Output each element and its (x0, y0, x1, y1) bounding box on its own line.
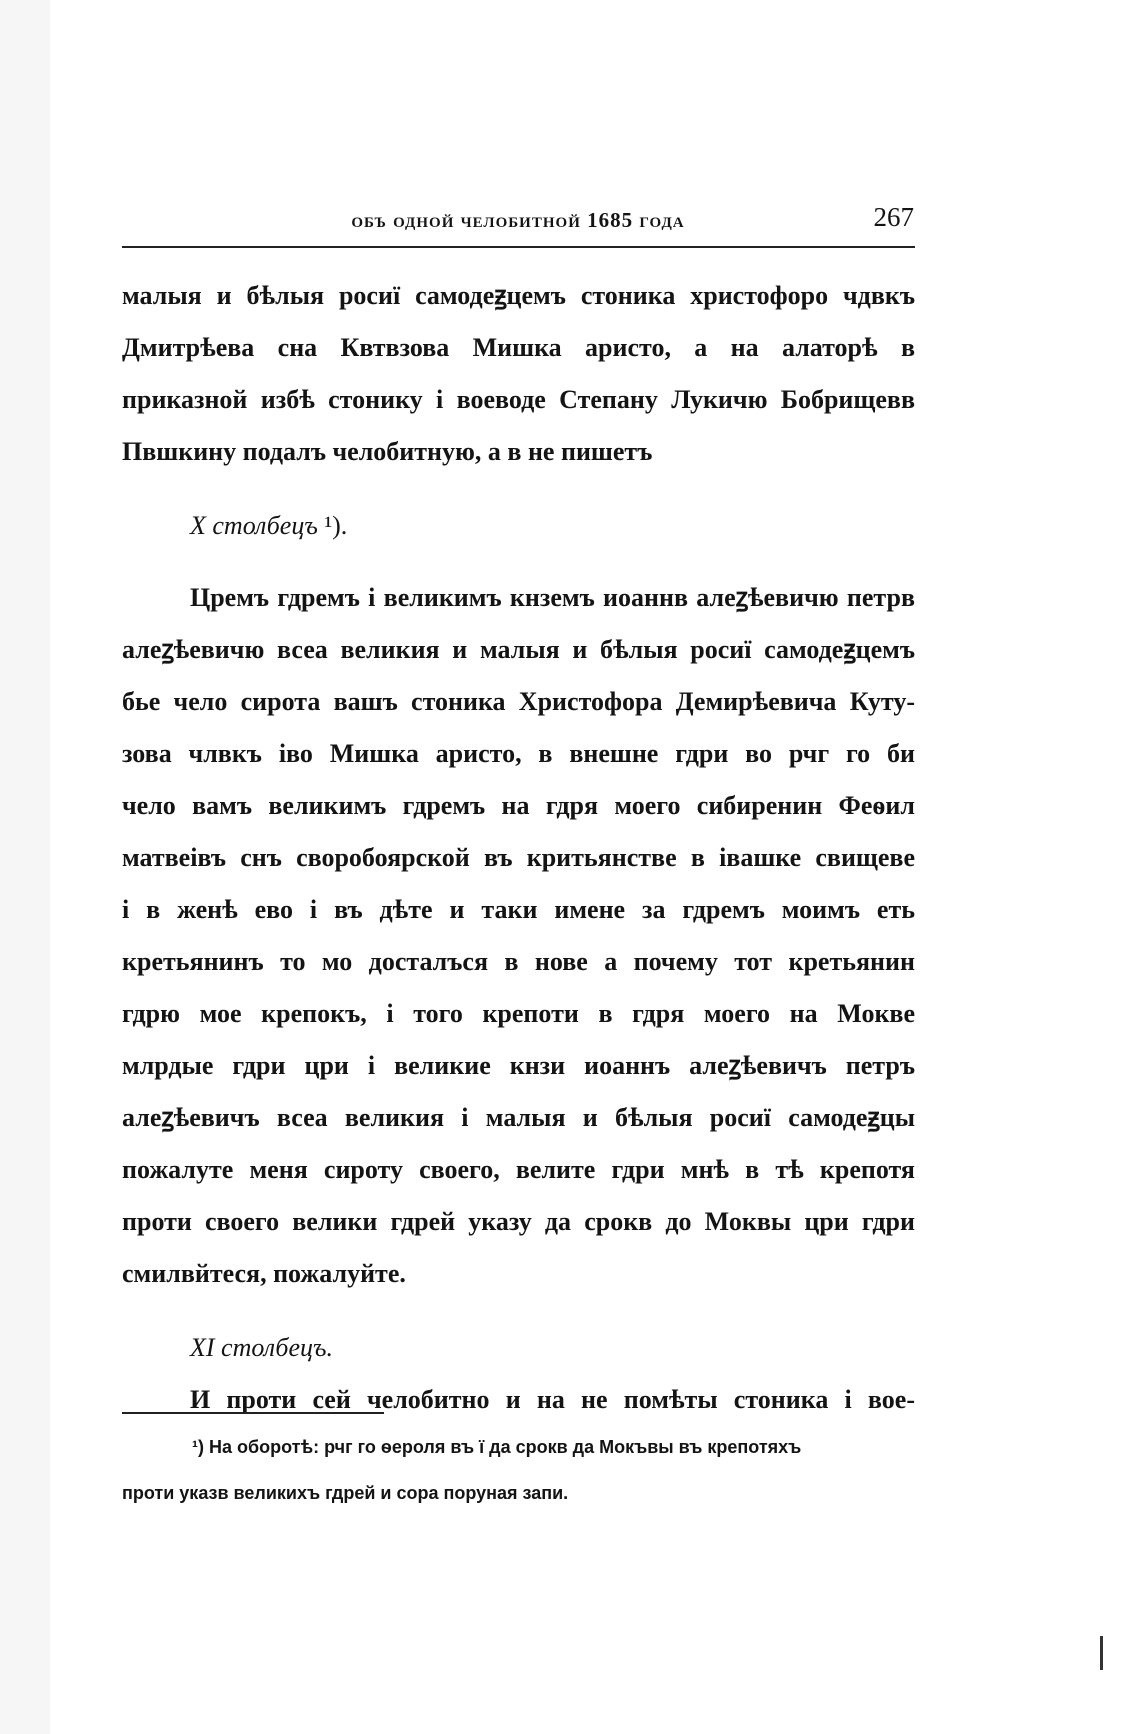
heading-word: столбецъ (212, 511, 318, 540)
text-line: Дмитрѣева сна Квтвзова Мишка аристо, а на алаторѣ в (122, 333, 915, 362)
heading-word: столбецъ. (221, 1333, 333, 1362)
header-rule (122, 246, 915, 248)
running-header (122, 202, 914, 242)
text-line: алеꙁѣевичю всеа великия и малыя и бѣлыя росиї самодеꙃцемъ (122, 635, 915, 664)
text-line: млрдые гдри цри і великие кнзи иоаннъ алеꙁѣевичъ петръ (122, 1051, 915, 1080)
text-line: Цремъ гдремъ і великимъ кнземъ иоаннв алеꙁѣевичю петрв (190, 583, 915, 612)
text-line: і в женѣ ево і въ дѣте и таки имене за гдремъ моимъ еть (122, 895, 915, 924)
heading-numeral: XI (190, 1333, 215, 1362)
footnote-line: проти указв великихъ гдрей и сора поруная запи. (122, 1483, 569, 1503)
text-line: зова члвкъ іво Мишка аристо, в внешне гдри во рчг го би (122, 739, 915, 768)
text-line: кретьянинъ то мо досталъся в нове а почему тот кретьянин (122, 947, 915, 976)
body-text (122, 270, 915, 1426)
text-line: Пвшкину подалъ челобитную, а в не пишетъ (122, 437, 653, 466)
text-line: проти своего велики гдрей указу да срокв до Моквы цри гдри (122, 1207, 915, 1236)
scan-margin-shade (0, 0, 50, 1734)
footnote-line: ¹) На оборотѣ: рчг го ѳероля въ ї да срокв да Мокъвы въ крепотяхъ (192, 1437, 802, 1457)
section-heading-x (122, 500, 915, 552)
text-line: матвеівъ снъ своробоярской въ критьянстве в івашке свищеве (122, 843, 915, 872)
text-line: бье чело сирота вашъ стоника Христофора Демирѣевича Куту- (122, 687, 915, 716)
text-line: И проти сей челобитно и на не помѣты стоника і вое- (190, 1385, 915, 1414)
running-title: объ одной челобитной 1685 года (351, 208, 685, 232)
scan-mark (1100, 1636, 1103, 1670)
text-line: алеꙁѣевичъ всеа великия і малыя и бѣлыя росиї самодеꙃцы (122, 1103, 915, 1132)
text-line: смилвйтеся, пожалуйте. (122, 1259, 406, 1288)
text-line: пожалуте меня сироту своего, велите гдри мнѣ в тѣ крепотя (122, 1155, 915, 1184)
section-heading-xi (122, 1322, 915, 1374)
text-line: малыя и бѣлыя росиї самодеꙃцемъ стоника христофоро чдвкъ (122, 281, 915, 310)
text-line: приказной избѣ стонику і воеводе Степану Лукичю Бобрищевв (122, 385, 915, 414)
footnote-rule (122, 1412, 384, 1414)
footnotes (122, 1424, 915, 1516)
text-line: чело вамъ великимъ гдремъ на гдря моего сибиренин Феѳил (122, 791, 915, 820)
heading-numeral: X (190, 511, 206, 540)
page-number: 267 (873, 202, 914, 232)
footnote-reference: ¹). (324, 511, 348, 540)
text-line: гдрю мое крепокъ, і того крепоти в гдря моего на Мокве (122, 999, 915, 1028)
